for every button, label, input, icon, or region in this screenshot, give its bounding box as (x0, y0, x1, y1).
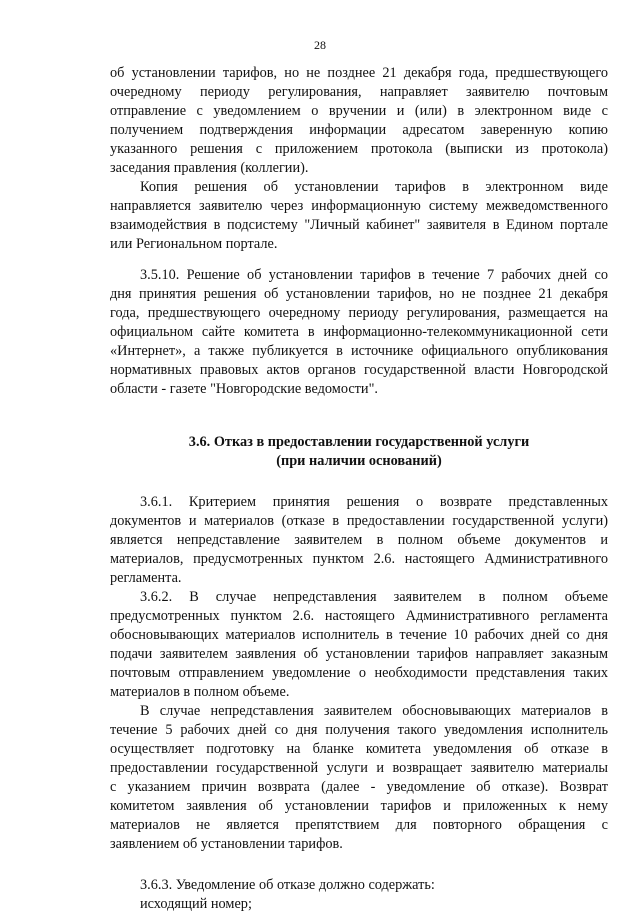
text-line: 3.6.2. В случае непредставления заявителем в полном объеме (140, 589, 608, 605)
text-line: года, предшествующего очередному периоду регулирования, размещается на (110, 305, 608, 321)
text-line: «Интернет», а также публикуется в источнике официального опубликования (110, 343, 608, 359)
text-line: материалов не является препятствием для повторного обращения с (110, 817, 608, 833)
text-line: с указанием причин возврата (далее - уведомление об отказе). Возврат (110, 779, 608, 795)
heading-line-1: 3.6. Отказ в предоставлении государственной услуги (188, 434, 530, 450)
paragraph-p2 (110, 178, 608, 254)
text-line: заседания правления (коллегии). (110, 160, 309, 176)
spacer (110, 254, 608, 266)
text-line: взаимодействия в подсистему "Личный кабинет" заявителя в Едином портале (110, 217, 608, 233)
text-line: официальном сайте комитета в информационно-телекоммуникационной сети (110, 324, 608, 340)
text-line: материалов в полном объеме. (110, 684, 290, 700)
text-line: В случае непредставления заявителем обосновывающих материалов в (140, 703, 608, 719)
text-line: Копия решения об установлении тарифов в электронном виде (140, 179, 608, 195)
text-line: очередному периоду регулирования, направляет заявителю почтовым (110, 84, 608, 100)
document-body (110, 64, 608, 914)
text-line: 3.6.3. Уведомление об отказе должно содержать: (140, 877, 435, 893)
text-line: комитетом заявления об установлении тарифов и приложенных к нему (110, 798, 608, 814)
text-line: нормативных правовых актов органов государственной власти Новгородской (110, 362, 608, 378)
text-line: или Региональном портале. (110, 236, 278, 252)
paragraph-p5 (110, 588, 608, 702)
text-line: направляется заявителю через информационную систему межведомственного (110, 198, 608, 214)
page-number: 28 (314, 38, 326, 52)
text-line: исходящий номер; (140, 896, 252, 912)
paragraph-p7 (110, 876, 608, 914)
text-line: 3.5.10. Решение об установлении тарифов в течение 7 рабочих дней со (140, 267, 608, 283)
text-line: предусмотренных пунктом 2.6. настоящего Административного регламента (110, 608, 608, 624)
text-line: 3.6.1. Критерием принятия решения о возврате представленных (140, 494, 608, 510)
section-3-6-3 (110, 876, 608, 914)
text-line: отправление с уведомлением о вручении и (или) в электронном виде с (110, 103, 608, 119)
paragraph-p3 (110, 266, 608, 399)
text-line: области - газете "Новгородские ведомости". (110, 381, 378, 397)
text-line: подачи заявителем заявления об установлении тарифов направляет заказным (110, 646, 608, 662)
spacer (110, 471, 608, 493)
text-line: материалов, предусмотренных пунктом 2.6. настоящего Административного (110, 551, 608, 567)
text-line: является непредставление заявителем в полном объеме документов и (110, 532, 608, 548)
paragraph-p6 (110, 702, 608, 854)
text-line: об установлении тарифов, но не позднее 21 декабря года, предшествующего (110, 65, 608, 81)
paragraph-p4 (110, 493, 608, 588)
heading-line-2: (при наличии оснований) (276, 453, 442, 469)
section-3-6-body (110, 493, 608, 854)
text-line: указанного решения с приложением протокола (выписки из протокола) (110, 141, 608, 157)
spacer (110, 399, 608, 433)
text-line: получением подтверждения информации адресатом заверенную копию (110, 122, 608, 138)
text-line: предоставлении государственной услуги и возвращает заявителю материалы (110, 760, 608, 776)
section-heading (110, 433, 608, 471)
paragraph-p1 (110, 64, 608, 178)
text-line: почтовым отправлением уведомление о необходимости представления таких (110, 665, 608, 681)
text-line: заявлением об установлении тарифов. (110, 836, 343, 852)
text-line: обосновывающих материалов исполнитель в течение 10 рабочих дней со дня (110, 627, 608, 643)
text-line: осуществляет подготовку на бланке комитета уведомления об отказе в (110, 741, 608, 757)
text-line: регламента. (110, 570, 182, 586)
spacer (110, 854, 608, 876)
section-3-5-continued (110, 64, 608, 399)
text-line: течение 5 рабочих дней со дня получения такого уведомления исполнитель (110, 722, 608, 738)
text-line: дня принятия решения об установлении тарифов, но не позднее 21 декабря (110, 286, 608, 302)
text-line: документов и материалов (отказе в предоставлении государственной услуги) (110, 513, 608, 529)
